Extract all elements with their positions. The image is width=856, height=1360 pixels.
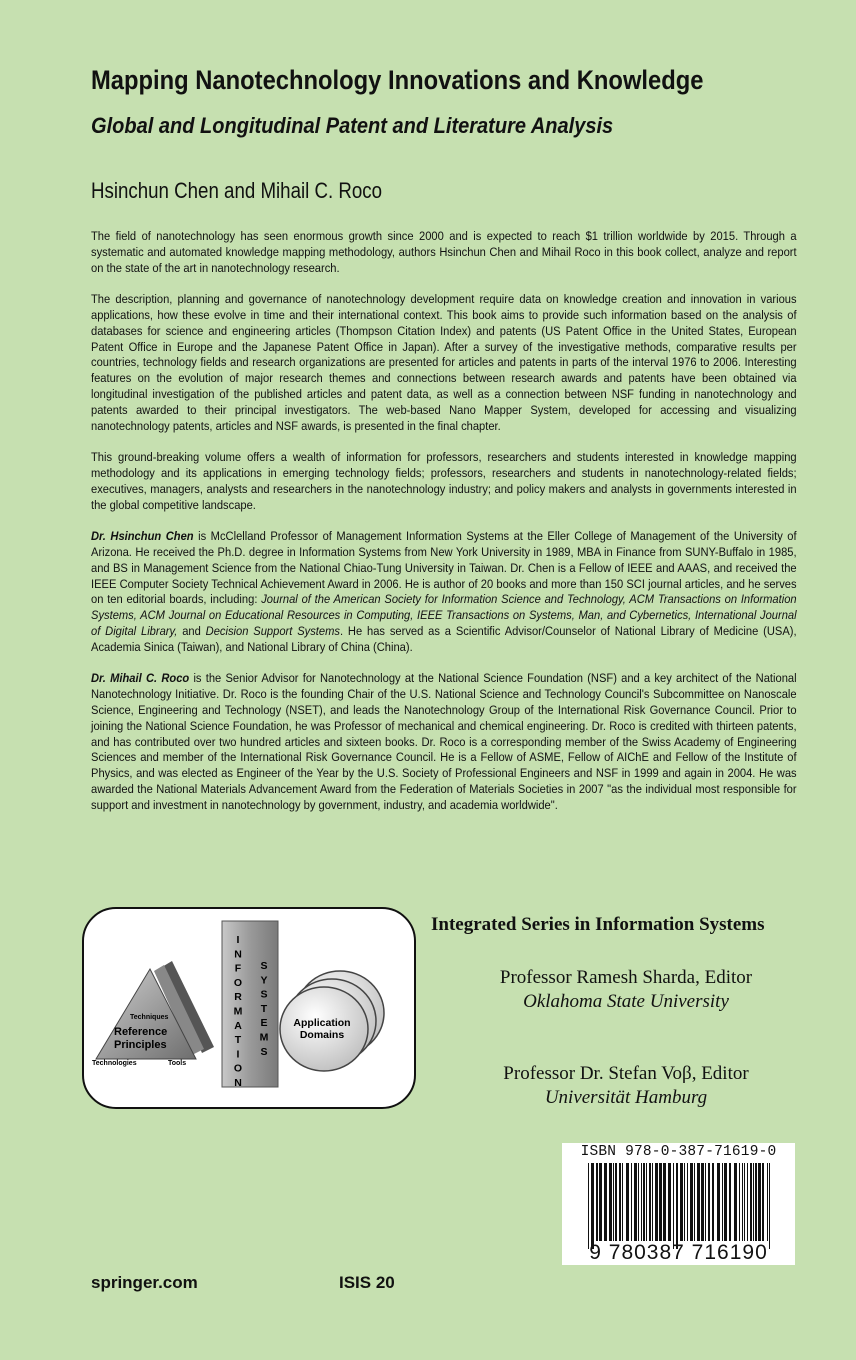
description-body <box>91 229 797 829</box>
barcode-bar <box>708 1163 710 1241</box>
information-letter: N <box>234 948 242 961</box>
logo-domains-label: Domains <box>299 1029 345 1041</box>
series-number: ISIS 20 <box>339 1273 395 1292</box>
barcode-digits: 9 780387 716190 <box>589 1241 768 1264</box>
book-authors: Hsinchun Chen and Mihail C. Roco <box>91 178 383 203</box>
information-letter: I <box>236 1048 240 1061</box>
editor-2 <box>431 1062 821 1110</box>
information-letter: R <box>234 991 242 1004</box>
barcode-bar <box>705 1163 706 1241</box>
bio-chen-text-1: is McClelland Professor of Management Information Systems at the Eller College of Management of the University of Arizona. He received the Ph.D. degree in Information Systems from New York University in 1989, MBA in Finance from SUNY-Buffalo in 1985, and BS in Management Science from the National Chiao-Tung University in Taiwan. Dr. Chen is a Fellow of IEEE and AAAS, and received the IEEE Computer Society Technical Achievement Award in 2006. He is author of 20 books and more than 150 SCI journal articles, and he serves on ten editorial boards, including: <box>91 529 797 607</box>
barcode-bar <box>676 1163 678 1249</box>
barcode-bar <box>646 1163 647 1241</box>
barcode-bar <box>668 1163 671 1241</box>
systems-letter: M <box>259 1031 269 1044</box>
barcode-bar <box>659 1163 662 1241</box>
barcode-bar <box>697 1163 700 1241</box>
barcode-bar <box>641 1163 642 1241</box>
systems-letter: E <box>260 1017 268 1030</box>
barcode-bar <box>724 1163 727 1241</box>
barcode-bar <box>596 1163 598 1241</box>
logo-techniques-label: Techniques <box>130 1014 169 1021</box>
information-letter: T <box>234 1034 242 1047</box>
barcode-bar <box>673 1163 674 1249</box>
bio-chen <box>91 529 797 655</box>
series-title: Integrated Series in Information Systems <box>431 914 765 935</box>
application-domains-discs <box>280 971 384 1071</box>
bio-chen-journals: Journal of the American Society for Information Science and Technology, ACM Transactions on Information Systems, ACM Journal on Educational Resources in Computing, IEEE Transactions on Systems, Man, and Cybernetics, International Journal of Digital Library, <box>91 592 797 638</box>
barcode-bar <box>622 1163 623 1241</box>
barcode-bar <box>604 1163 607 1241</box>
editor-1-affiliation: Oklahoma State University <box>523 991 729 1012</box>
editor-2-name: Professor Dr. Stefan Voβ, Editor <box>503 1063 749 1084</box>
barcode-bar <box>643 1163 645 1241</box>
barcode-bar <box>750 1163 752 1241</box>
barcode-bar <box>690 1163 693 1241</box>
description-paragraph-3: This ground-breaking volume offers a wealth of information for professors, researchers and students interested in knowledge mapping methodology and its applications in emerging technology fields; professors, researchers and students in nanotechnology-related fields; executives, managers, analysts and researchers in the nanotechnology industry; and policy makers and analysts in governments interested in the global competitive landscape. <box>91 450 797 512</box>
information-letter: A <box>234 1019 242 1032</box>
bio-chen-and: and <box>177 623 206 638</box>
barcode-bar <box>687 1163 688 1241</box>
systems-letter: T <box>260 1002 268 1015</box>
barcode-bar <box>722 1163 723 1241</box>
series-logo <box>84 909 414 1107</box>
barcode-bar <box>655 1163 658 1241</box>
barcode-bar <box>717 1163 720 1241</box>
information-letter: F <box>234 962 242 975</box>
isbn-barcode <box>562 1143 795 1265</box>
bio-roco <box>91 671 797 813</box>
editor-1-name: Professor Ramesh Sharda, Editor <box>499 967 753 988</box>
barcode-bar <box>680 1163 683 1241</box>
barcode-bar <box>767 1163 768 1241</box>
barcode-bar <box>626 1163 629 1241</box>
barcode-bar <box>599 1163 602 1241</box>
book-subtitle: Global and Longitudinal Patent and Literature Analysis <box>91 113 614 138</box>
barcode-bar <box>619 1163 621 1241</box>
barcode-bar <box>634 1163 637 1241</box>
editor-1 <box>431 966 821 1014</box>
series-logo-box <box>82 907 416 1109</box>
information-letters <box>234 934 243 1089</box>
barcode-bar <box>663 1163 666 1241</box>
barcode-bar <box>615 1163 617 1241</box>
barcode-bar <box>712 1163 714 1241</box>
logo-application-label: Application <box>293 1017 351 1029</box>
description-paragraph-1: The field of nanotechnology has seen enormous growth since 2000 and is expected to reach $1 trillion worldwide by 2015. Through a systematic and automated knowledge mapping methodology, authors Hsinchun Chen and Mihail Roco in this book collect, analyze and report on the state of the art in nanotechnology research. <box>91 229 797 275</box>
information-letter: M <box>233 1005 243 1018</box>
bio-chen-text-2: . He has served as a Scientific Advisor/Counselor of National Library of Medicine (USA), Academia Sinica (Taiwan), and National Library of China (China). <box>91 623 797 654</box>
systems-letter: S <box>260 1045 268 1058</box>
bio-roco-name: Dr. Mihail C. Roco <box>91 671 190 686</box>
barcode-bar <box>742 1163 743 1241</box>
barcode-bar <box>755 1163 757 1241</box>
logo-technologies-label: Technologies <box>92 1060 137 1067</box>
barcode-bar <box>734 1163 737 1241</box>
systems-letter: S <box>260 960 268 972</box>
barcode-bar <box>747 1163 748 1241</box>
barcode-bar <box>744 1163 745 1241</box>
logo-principles-label: Principles <box>114 1039 167 1051</box>
isbn-number: ISBN 978-0-387-71619-0 <box>580 1144 777 1160</box>
barcode-bar <box>609 1163 612 1241</box>
systems-letter: S <box>260 988 268 1001</box>
bio-chen-name: Dr. Hsinchun Chen <box>91 529 194 544</box>
information-letter: O <box>233 1062 243 1075</box>
logo-reference-label: Reference <box>114 1026 168 1038</box>
springer-link[interactable]: springer.com <box>91 1273 198 1292</box>
information-letter: I <box>236 934 240 946</box>
barcode-bar <box>684 1163 685 1241</box>
description-paragraph-2: The description, planning and governance of nanotechnology development require data on knowledge creation and innovation in various applications, how these evolve in time and their international context. This book aims to provide such information based on the analysis of databases for science and engineering articles (Thompson Citation Index) and patents (US Patent Office in the United States, European Patent Office in Europe and the Japanese Patent Office in Japan). After a survey of the investigative methods, comparative results per countries, technology fields and research organizations are presented for articles and patents in parts of the interval 1976 to 2006. Interesting features on the evolution of major research themes and connections between research awards and patents have been obtained via longitudinal investigation of the published articles and patent data, as well as a connection between NSF funding in nanotechnology and patents awarded to their principal investigators. The web-based Nano Mapper System, developed for accessing and visualizing nanotechnology patents, articles and NSF awards, is presented in the final chapter. <box>91 292 797 433</box>
barcode-bar <box>762 1163 764 1241</box>
barcode-bar <box>729 1163 731 1241</box>
barcode-bar <box>649 1163 651 1241</box>
book-title: Mapping Nanotechnology Innovations and Knowledge <box>91 65 704 95</box>
editor-2-affiliation: Universität Hamburg <box>544 1087 708 1108</box>
barcode-bar <box>694 1163 695 1241</box>
barcode-bar <box>631 1163 632 1241</box>
barcode-bar <box>758 1163 761 1241</box>
bio-roco-text: is the Senior Advisor for Nanotechnology at the National Science Foundation (NSF) and a key architect of the National Nanotechnology Initiative. Dr. Roco is the founding Chair of the U.S. National Science and Technology Council's Subcommittee on Nanoscale Science, Engineering and Technology (NSET), and leads the Nanotechnology Group of the International Risk Governance Council. Prior to joining the National Science Foundation, he was Professor of mechanical and chemical engineering. Dr. Roco is credited with thirteen patents, and has contributed over two hundred articles and sixteen books. Dr. Roco is a corresponding member of the Swiss Academy of Engineering Sciences and member of the International Risk Governance Council. He is a Fellow of ASME, Fellow of AIChE and Fellow of the Institute of Physics, and was elected as Engineer of the Year by the U.S. Society of Professional Engineers and NSF in 1999 and again in 2004. He was awarded the National Materials Advancement Award from the Federation of Materials Societies in 2007 "as the individual most responsible for support and investment in nanotechnology by government, industry, and academia worldwide". <box>91 671 797 812</box>
info-bar-rect <box>222 921 278 1087</box>
information-letter: O <box>233 976 243 989</box>
barcode-bar <box>588 1163 589 1249</box>
barcode-bar <box>769 1163 770 1249</box>
pyramid-graphic <box>92 961 214 1067</box>
barcode-bar <box>652 1163 653 1241</box>
barcode-bar <box>591 1163 594 1249</box>
bio-chen-dss: Decision Support Systems <box>205 623 340 638</box>
information-systems-bar <box>222 921 278 1089</box>
barcode-bar <box>638 1163 639 1241</box>
information-letter: N <box>234 1077 242 1089</box>
barcode-bar <box>739 1163 740 1241</box>
logo-tools-label: Tools <box>168 1060 187 1067</box>
systems-letter: Y <box>260 974 268 987</box>
barcode-bar <box>613 1163 614 1241</box>
barcode-bar <box>753 1163 754 1241</box>
barcode-bar <box>701 1163 704 1241</box>
